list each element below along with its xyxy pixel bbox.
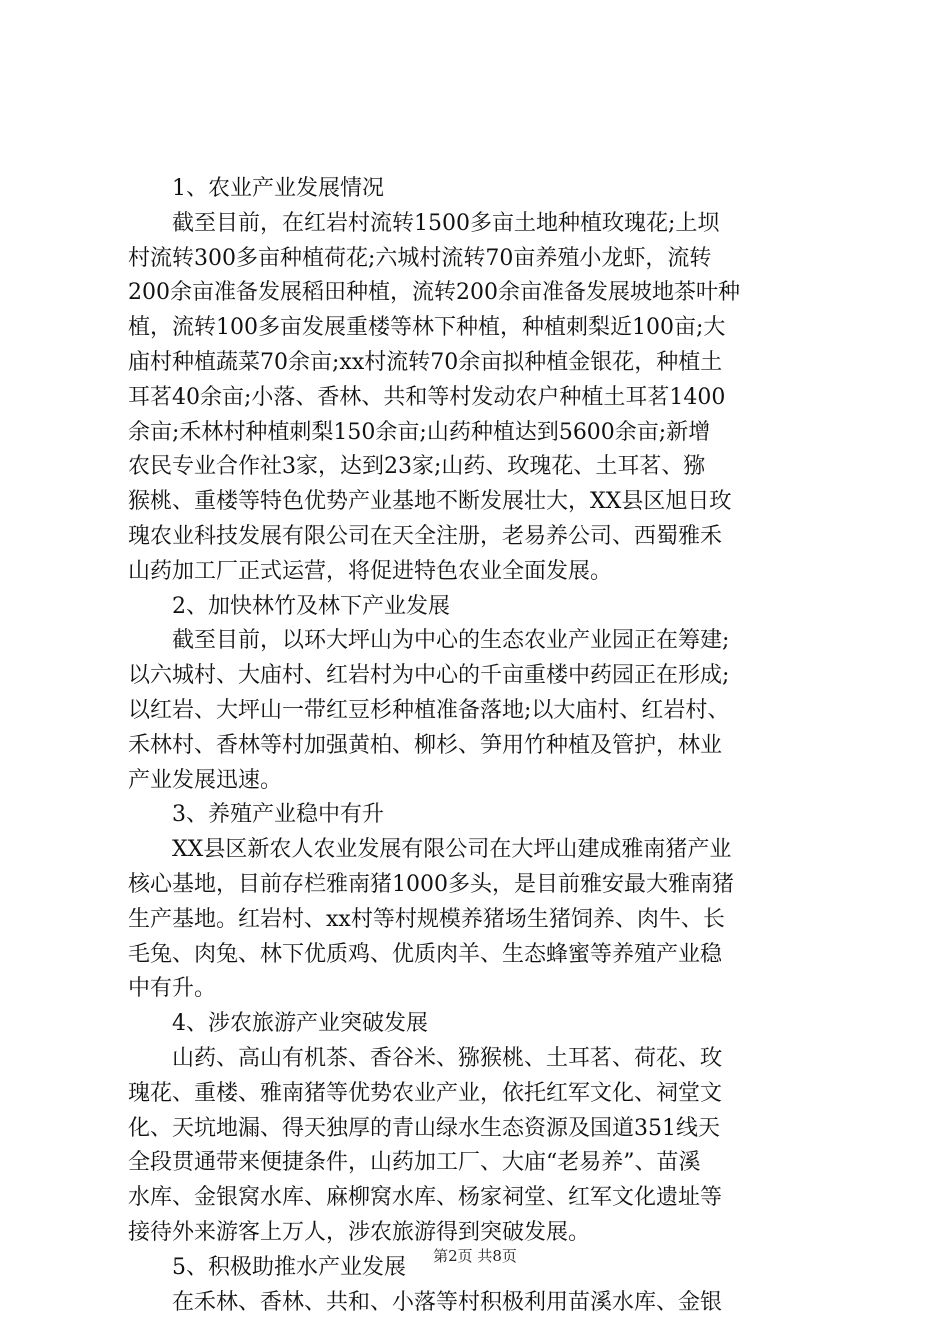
paragraph-line: 禾林村、香林等村加强黄柏、柳杉、笋用竹种植及管护，林业 bbox=[128, 732, 723, 758]
paragraph-line: 农民专业合作社3家，达到23家;山药、玫瑰花、土耳茗、猕 bbox=[128, 454, 706, 480]
paragraph-line: 毛兔、肉兔、林下优质鸡、优质肉羊、生态蜂蜜等养殖产业稳 bbox=[128, 941, 723, 967]
paragraph-line: 在禾林、香林、共和、小落等村积极利用苗溪水库、金银 bbox=[172, 1289, 723, 1315]
paragraph-line: 余亩;禾林村种植刺梨150余亩;山药种植达到5600余亩;新增 bbox=[128, 419, 711, 445]
paragraph-line: XX县区新农人农业发展有限公司在大坪山建成雅南猪产业 bbox=[172, 837, 732, 863]
paragraph-line: 接待外来游客上万人，涉农旅游得到突破发展。 bbox=[128, 1219, 591, 1245]
paragraph-line: 化、天坑地漏、得天独厚的青山绿水生态资源及国道351线天 bbox=[128, 1115, 720, 1141]
paragraph-line: 中有升。 bbox=[128, 976, 217, 1002]
paragraph-line: 村流转300多亩种植荷花;六城村流转70亩养殖小龙虾，流转 bbox=[128, 245, 712, 271]
paragraph-line: 瑰花、重楼、雅南猪等优势农业产业，依托红军文化、祠堂文 bbox=[128, 1080, 723, 1106]
paragraph-line: 截至目前，在红岩村流转1500多亩土地种植玫瑰花;上坝 bbox=[172, 210, 720, 236]
paragraph-line: 核心基地，目前存栏雅南猪1000多头，是目前雅安最大雅南猪 bbox=[128, 871, 734, 897]
paragraph-line: 山药加工厂正式运营，将促进特色农业全面发展。 bbox=[128, 558, 613, 584]
page-footer: 第2页 共8页 bbox=[433, 1247, 517, 1265]
section-heading-5: 5、积极助推水产业发展 bbox=[172, 1254, 406, 1280]
paragraph-line: 瑰农业科技发展有限公司在天全注册，老易养公司、西蜀雅禾 bbox=[128, 523, 723, 549]
section-heading-4: 4、涉农旅游产业突破发展 bbox=[172, 1011, 428, 1037]
paragraph-line: 200余亩准备发展稻田种植，流转200余亩准备发展坡地茶叶种 bbox=[128, 280, 740, 306]
paragraph-line: 生产基地。红岩村、xx村等村规模养猪场生猪饲养、肉牛、长 bbox=[128, 906, 725, 932]
paragraph-line: 截至目前，以环大坪山为中心的生态农业产业园正在筹建; bbox=[172, 628, 730, 654]
paragraph-line: 以红岩、大坪山一带红豆杉种植准备落地;以大庙村、红岩村、 bbox=[128, 697, 730, 723]
paragraph-line: 水库、金银窝水库、麻柳窝水库、杨家祠堂、红军文化遗址等 bbox=[128, 1185, 723, 1211]
section-heading-2: 2、加快林竹及林下产业发展 bbox=[172, 593, 450, 619]
paragraph-line: 以六城村、大庙村、红岩村为中心的千亩重楼中药园正在形成; bbox=[128, 663, 730, 689]
paragraph-line: 全段贯通带来便捷条件，山药加工厂、大庙“老易养”、苗溪 bbox=[128, 1150, 701, 1176]
paragraph-line: 庙村种植蔬菜70余亩;xx村流转70余亩拟种植金银花，种植土 bbox=[128, 349, 723, 375]
paragraph-line: 耳茗40余亩;小落、香林、共和等村发动农户种植土耳茗1400 bbox=[128, 384, 726, 410]
paragraph-line: 山药、高山有机茶、香谷米、猕猴桃、土耳茗、荷花、玫 bbox=[172, 1045, 723, 1071]
document-body bbox=[128, 172, 840, 1320]
paragraph-line: 植，流转100多亩发展重楼等林下种植，种植刺梨近100亩;大 bbox=[128, 315, 726, 341]
section-heading-3: 3、养殖产业稳中有升 bbox=[172, 802, 384, 828]
paragraph-line: 产业发展迅速。 bbox=[128, 767, 283, 793]
section-heading-1: 1、农业产业发展情况 bbox=[172, 176, 384, 201]
paragraph-line: 猴桃、重楼等特色优势产业基地不断发展壮大，XX县区旭日玫 bbox=[128, 489, 732, 515]
